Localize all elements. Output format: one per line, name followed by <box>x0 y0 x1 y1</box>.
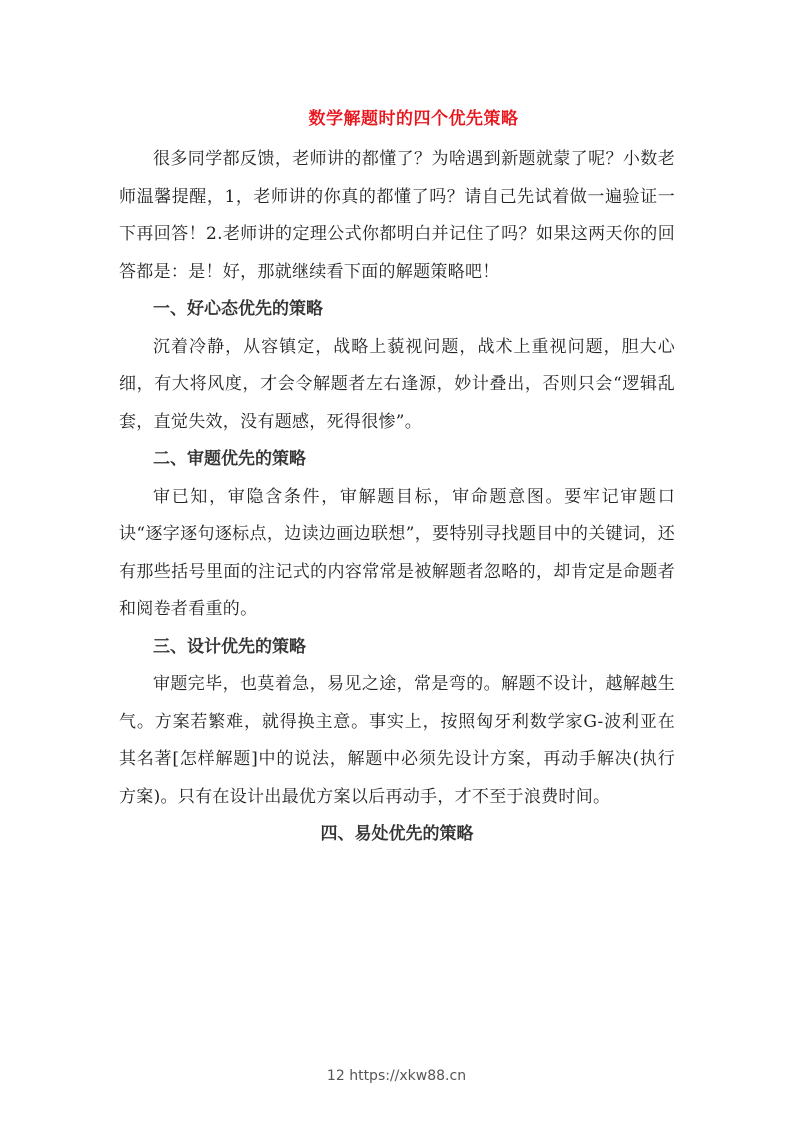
document-title: 数学解题时的四个优先策略 <box>308 109 519 129</box>
section-body-2: 审已知，审隐含条件，审解题目标，审命题意图。要牢记审题口诀“逐字逐句逐标点，边读边画边联想”，要特别寻找题目中的关键词，还有那些括号里面的注记式的内容常常是被解题者忽略的，却肯定是命题者和阅卷者看重的。 <box>119 486 675 619</box>
intro-paragraph: 很多同学都反馈，老师讲的都懂了？为啥遇到新题就蒙了呢？小数老师温馨提醒，1，老师讲的你真的都懂了吗？请自己先试着做一遍验证一下再回答！2.老师讲的定理公式你都明白并记住了吗？如果这两天你的回答都是：是！好，那就继续看下面的解题策略吧！ <box>119 149 675 282</box>
section-body-3: 审题完毕，也莫着急，易见之途，常是弯的。解题不设计，越解越生气。方案若繁难，就得换主意。事实上，按照匈牙利数学家G-波利亚在其名著[怎样解题]中的说法，解题中必须先设计方案，再动手解决(执行方案)。只有在设计出最优方案以后再动手，才不至于浪费时间。 <box>119 674 675 807</box>
section-heading-4: 四、易处优先的策略 <box>320 824 474 844</box>
page-number: 12 <box>326 1068 345 1084</box>
section-heading-3: 三、设计优先的策略 <box>153 636 306 657</box>
section-heading-1: 一、好心态优先的策略 <box>153 299 323 319</box>
footer-url[interactable]: https://xkw88.cn <box>349 1068 467 1084</box>
page-footer <box>0 1068 793 1084</box>
document-body <box>119 141 675 854</box>
section-body-1: 沉着冷静，从容镇定，战略上藐视问题，战术上重视问题，胆大心细，有大将风度，才会令解题者左右逢源，妙计叠出，否则只会“逻辑乱套，直觉失效，没有题感，死得很惨”。 <box>119 336 675 432</box>
section-heading-2: 二、审题优先的策略 <box>153 449 306 469</box>
